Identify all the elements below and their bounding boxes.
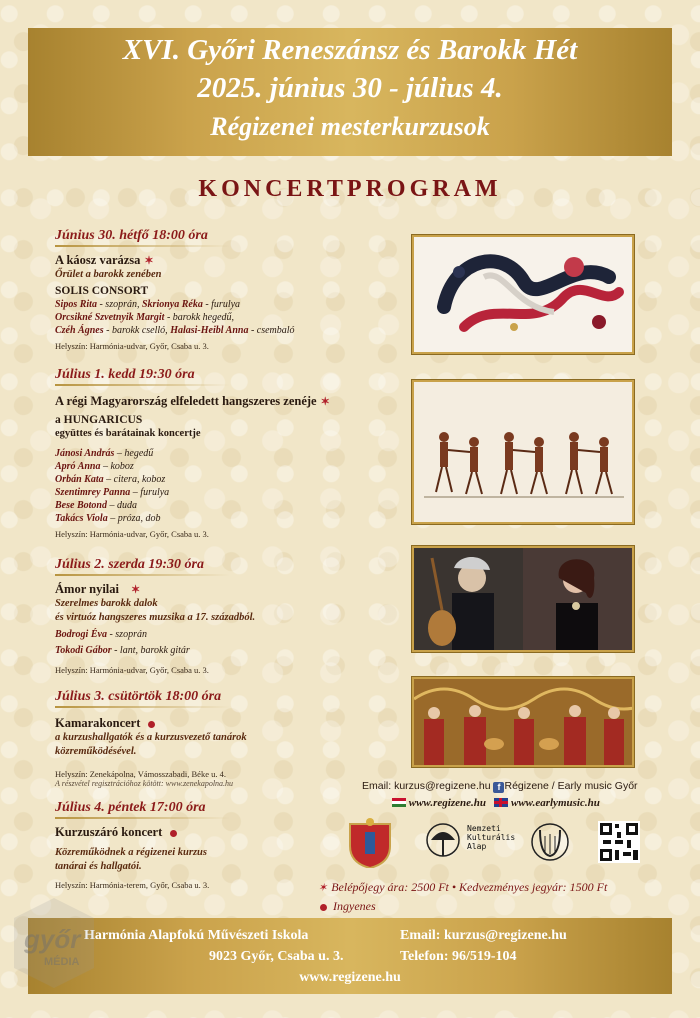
event-location: Helyszín: Zenekápolna, Vámosszabadi, Béke u. 4.	[55, 769, 226, 779]
event-location: Helyszín: Harmónia-udvar, Győr, Csaba u. 3.	[55, 665, 209, 675]
event-subtitle: Közreműködnek a régizenei kurzus	[55, 847, 207, 858]
footer-web[interactable]: www.regizene.hu	[299, 970, 401, 985]
contact-email[interactable]: Email: kurzus@regizene.hu	[362, 780, 491, 792]
event-registration: A részvétel regisztrációhoz kötött: www.zenekapolna.hu	[55, 779, 234, 788]
star-icon: ✶	[320, 396, 330, 408]
event-title: Ámor nyilai	[55, 582, 120, 596]
event-date: Július 4. péntek 17:00 óra	[55, 800, 400, 819]
event-ensemble-desc: együttes és barátainak koncertje	[55, 428, 201, 439]
event-2	[55, 367, 400, 539]
performer-line: Orcsikné Szvetnyik Margit - barokk hegedű,	[55, 312, 235, 323]
festival-title: XVI. Győri Reneszánsz és Barokk Hét	[122, 34, 578, 66]
event-subtitle: Őrület a barokk zenében	[55, 269, 162, 280]
event-3-image	[412, 546, 634, 652]
lyre-logo-icon	[532, 824, 568, 860]
free-dot-icon	[320, 904, 327, 911]
star-icon: ✶	[144, 255, 154, 267]
performer-line: Sipos Rita - szoprán, Skrionya Réka - furulya	[55, 299, 241, 310]
star-icon: ✶	[318, 882, 328, 894]
event-2-image	[412, 380, 634, 524]
performer-line: Bodrogi Éva - szoprán	[55, 629, 147, 640]
price-info	[318, 878, 607, 915]
event-date: Július 3. csütörtök 18:00 óra	[55, 689, 400, 708]
event-ensemble: a HUNGARICUS	[55, 414, 143, 426]
festival-dates: 2025. június 30 - július 4.	[197, 72, 503, 104]
event-ensemble: SOLIS CONSORT	[55, 285, 149, 297]
event-date: Június 30. hétfő 18:00 óra	[55, 228, 400, 247]
performer-line: Bese Botond – duda	[55, 500, 137, 511]
performer-line: Tokodi Gábor - lant, barokk gitár	[55, 645, 190, 656]
event-subtitle: közreműködésével.	[55, 746, 137, 757]
event-subtitle: tanárai és hallgatói.	[55, 861, 142, 872]
section-title: KONCERTPROGRAM	[198, 176, 502, 202]
performer-line: Orbán Kata – citera, koboz	[55, 474, 166, 485]
watermark-text: győr	[24, 924, 81, 954]
event-location: Helyszín: Harmónia-udvar, Győr, Csaba u. 3.	[55, 341, 209, 351]
event-title: A régi Magyarország elfeledett hangszeres zenéje	[55, 394, 317, 408]
footer-banner	[28, 918, 672, 994]
free-dot-icon	[148, 721, 155, 728]
event-1	[55, 228, 400, 351]
event-date: Július 2. szerda 19:30 óra	[55, 557, 400, 576]
performer-line: Jánosi András – hegedű	[55, 448, 154, 459]
star-icon: ✶	[131, 584, 141, 596]
contact-block	[362, 780, 662, 809]
hungarian-flag-icon	[392, 798, 406, 807]
event-title: A káosz varázsa	[55, 253, 141, 267]
facebook-icon: f	[493, 782, 504, 793]
footer-phone: Telefon: 96/519-104	[400, 949, 517, 964]
performer-line: Czéh Ágnes - barokk cselló, Halasi-Heibl Anna - csembaló	[55, 325, 295, 336]
footer-school: Harmónia Alapfokú Művészeti Iskola	[84, 928, 309, 943]
performer-line: Takács Viola – próza, dob	[55, 513, 161, 524]
event-location: Helyszín: Harmónia-udvar, Győr, Csaba u. 3.	[55, 529, 209, 539]
performer-line: Apró Anna – koboz	[55, 461, 134, 472]
festival-subtitle: Régizenei mesterkurzusok	[210, 112, 490, 141]
facebook-link[interactable]: Régizene / Early music Győr	[504, 780, 638, 792]
event-1-image	[412, 235, 634, 354]
ticket-price: Belépőjegy ára: 2500 Ft • Kedvezményes jegyár: 1500 Ft	[331, 880, 608, 894]
event-subtitle: Szerelmes barokk dalok	[55, 598, 158, 609]
footer-email[interactable]: Email: kurzus@regizene.hu	[400, 928, 567, 943]
nka-logo-text: Nemzeti Kulturális Alap	[467, 824, 516, 851]
web-hu-link[interactable]: www.regizene.hu	[408, 797, 486, 809]
footer-address: 9023 Győr, Csaba u. 3.	[209, 949, 344, 964]
event-3	[55, 557, 400, 675]
performer-line: Szentimrey Panna – furulya	[55, 487, 170, 498]
event-subtitle: a kurzushallgatók és a kurzusvezető tanárok	[55, 732, 247, 743]
qr-code-icon	[598, 821, 640, 863]
web-en-link[interactable]: www.earlymusic.hu	[510, 797, 600, 809]
header-banner	[28, 28, 672, 156]
event-title: Kurzuszáró koncert	[55, 825, 163, 839]
event-date: Július 1. kedd 19:30 óra	[55, 367, 400, 386]
free-dot-icon	[170, 830, 177, 837]
coat-of-arms-icon	[350, 818, 390, 868]
event-title: Kamarakoncert	[55, 716, 141, 730]
nka-logo-icon	[427, 824, 459, 856]
event-location: Helyszín: Harmónia-terem, Győr, Csaba u. 3.	[55, 880, 210, 890]
sponsor-logos	[345, 818, 645, 868]
free-entry: Ingyenes	[333, 899, 376, 913]
event-4	[55, 689, 400, 788]
event-subtitle: és virtuóz hangszeres muzsika a 17. századból.	[55, 612, 256, 623]
gyor-media-watermark	[4, 898, 104, 988]
event-4-image	[412, 677, 634, 767]
uk-flag-icon	[494, 798, 508, 807]
watermark-subtext: MÉDIA	[44, 956, 80, 968]
